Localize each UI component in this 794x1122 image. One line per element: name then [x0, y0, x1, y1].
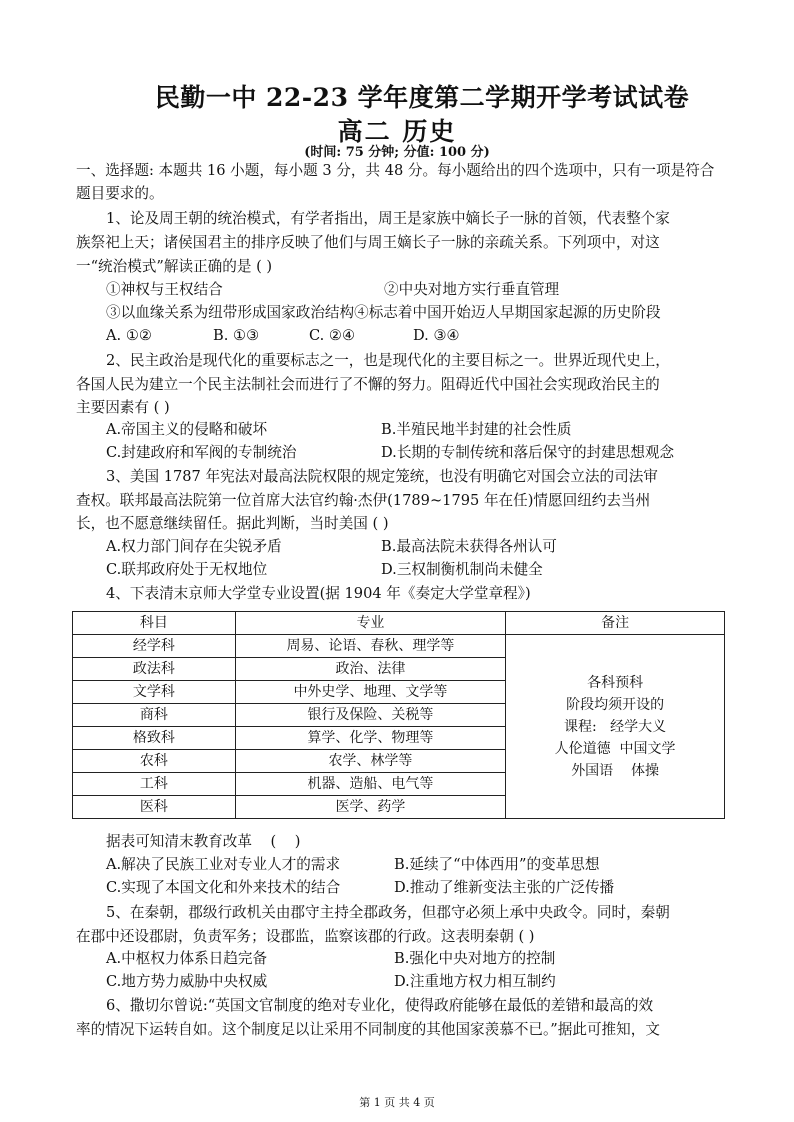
table-cell-major: 银行及保险、关税等	[235, 704, 506, 727]
exam-meta: (时间: 75 分钟; 分值: 100 分)	[304, 145, 490, 160]
table-header-row	[73, 612, 725, 635]
question-2-option-d: D.长期的专制传统和落后保守的封建思想观念	[381, 444, 675, 461]
question-2-option-c: C.封建政府和军阀的专制统治	[106, 444, 297, 461]
section-intro: 题目要求的。	[76, 185, 164, 202]
question-5-option-c: C.地方势力威胁中央权威	[106, 973, 268, 990]
question-2-stem: 2、民主政治是现代化的重要标志之一，也是现代化的主要目标之一。世界近现代史上，	[106, 352, 670, 369]
question-5-option-b: B.强化中央对地方的控制	[394, 950, 556, 967]
table-note-line: 人伦道德 中国文学	[554, 740, 676, 757]
question-5-stem: 5、在秦朝，郡级行政机关由郡守主持全郡政务，但郡守必须上承中央政令。同时，秦朝	[106, 904, 670, 921]
table-note-line: 外国语 体操	[571, 762, 659, 779]
section-intro: 一、选择题: 本题共 16 小题，每小题 3 分，共 48 分。每小题给出的四个选项中，只有一项是符合	[76, 162, 715, 179]
question-3-option-d: D.三权制衡机制尚未健全	[381, 561, 543, 578]
question-4-option-d: D.推动了维新变法主张的广泛传播	[394, 879, 615, 896]
question-2-option-b: B.半殖民地半封建的社会性质	[381, 421, 572, 438]
question-4-stem: 据表可知清末教育改革 ( )	[106, 833, 301, 850]
question-3-stem: 查权。联邦最高法院第一位首席大法官约翰·杰伊(1789~1795 年在任)情愿回纽约去当州	[76, 492, 651, 509]
question-5-option-d: D.注重地方权力相互制约	[394, 973, 556, 990]
table-header-cell: 专业	[235, 612, 506, 635]
question-4-option-c: C.实现了本国文化和外来技术的结合	[106, 879, 341, 896]
question-1-item: ③以血缘关系为纽带形成国家政治结构④标志着中国开始迈人早期国家起源的历史阶段	[106, 304, 661, 321]
table-note-line: 各科预科	[587, 674, 644, 691]
table-header-cell: 科目	[73, 612, 236, 635]
exam-title: 民勤一中 22-23 学年度第二学期开学考试试卷	[154, 83, 690, 112]
question-2-stem: 各国人民为建立一个民主法制社会而进行了不懈的努力。阻碍近代中国社会实现政治民主的	[76, 376, 660, 393]
question-3-option-b: B.最高法院未获得各州认可	[381, 538, 557, 555]
exam-subtitle: 高二 历史	[337, 117, 457, 146]
question-6-stem: 6、撒切尔曾说:“英国文官制度的绝对专业化，使得政府能够在最低的差错和最高的效	[106, 997, 654, 1014]
table-cell-major: 中外史学、地理、文学等	[235, 681, 506, 704]
question-3-stem: 3、美国 1787 年宪法对最高法院权限的规定笼统，也没有明确它对国会立法的司法审	[106, 468, 658, 485]
table-cell-major: 政治、法律	[235, 658, 506, 681]
question-1-option-d: D. ③④	[413, 327, 460, 344]
question-1-option-a: A. ①②	[106, 327, 152, 344]
table-cell-major: 机器、造船、电气等	[235, 773, 506, 796]
question-1-option-b: B. ①③	[213, 327, 260, 344]
page-number: 第 1 页 共 4 页	[359, 1096, 435, 1109]
table-cell-subject: 文学科	[73, 681, 236, 704]
table-note-line: 阶段均须开设的	[566, 696, 665, 713]
question-4-stem: 4、下表清末京师大学堂专业设置(据 1904 年《奏定大学堂章程》)	[106, 585, 531, 602]
question-1-option-c: C. ②④	[309, 327, 356, 344]
table-cell-major: 医学、药学	[235, 796, 506, 819]
table-header-cell: 备注	[506, 612, 725, 635]
question-1-stem: 一“统治模式”解读正确的是 ( )	[76, 258, 273, 275]
table-cell-subject: 商科	[73, 704, 236, 727]
question-4-option-a: A.解决了民族工业对专业人才的需求	[106, 856, 341, 873]
table-row	[73, 635, 725, 658]
question-3-option-c: C.联邦政府处于无权地位	[106, 561, 268, 578]
table-cell-subject: 农科	[73, 750, 236, 773]
table-cell-major: 周易、论语、春秋、理学等	[235, 635, 506, 658]
table-cell-subject: 政法科	[73, 658, 236, 681]
curriculum-table	[72, 611, 725, 819]
table-cell-major: 算学、化学、物理等	[235, 727, 506, 750]
table-cell-subject: 工科	[73, 773, 236, 796]
question-5-option-a: A.中枢权力体系日趋完备	[106, 950, 268, 967]
question-1-item: ①神权与王权结合	[106, 281, 223, 298]
question-1-stem: 1、论及周王朝的统治模式，有学者指出，周王是家族中嫡长子一脉的首领，代表整个家	[106, 210, 670, 227]
table-cell-subject: 医科	[73, 796, 236, 819]
question-2-stem: 主要因素有 ( )	[76, 399, 170, 416]
table-note-cell	[506, 635, 725, 819]
question-6-stem: 率的情况下运转自如。这个制度足以让采用不同制度的其他国家羡慕不已。”据此可推知，文	[76, 1021, 660, 1038]
question-1-stem: 族祭祀上天；诸侯国君主的排序反映了他们与周王嫡长子一脉的亲疏关系。下列项中，对这	[76, 234, 660, 251]
table-cell-subject: 经学科	[73, 635, 236, 658]
question-3-stem: 长，也不愿意继续留任。据此判断，当时美国 ( )	[76, 515, 389, 532]
question-2-option-a: A.帝国主义的侵略和破坏	[106, 421, 268, 438]
question-1-item: ②中央对地方实行垂直管理	[384, 281, 560, 298]
table-cell-major: 农学、林学等	[235, 750, 506, 773]
question-3-option-a: A.权力部门间存在尖锐矛盾	[106, 538, 282, 555]
question-5-stem: 在郡中还设郡尉，负责军务；设郡监，监察该郡的行政。这表明秦朝 ( )	[76, 928, 535, 945]
question-4-option-b: B.延续了“中体西用”的变革思想	[394, 856, 600, 873]
table-cell-subject: 格致科	[73, 727, 236, 750]
table-note-line: 课程: 经学大义	[564, 718, 667, 735]
